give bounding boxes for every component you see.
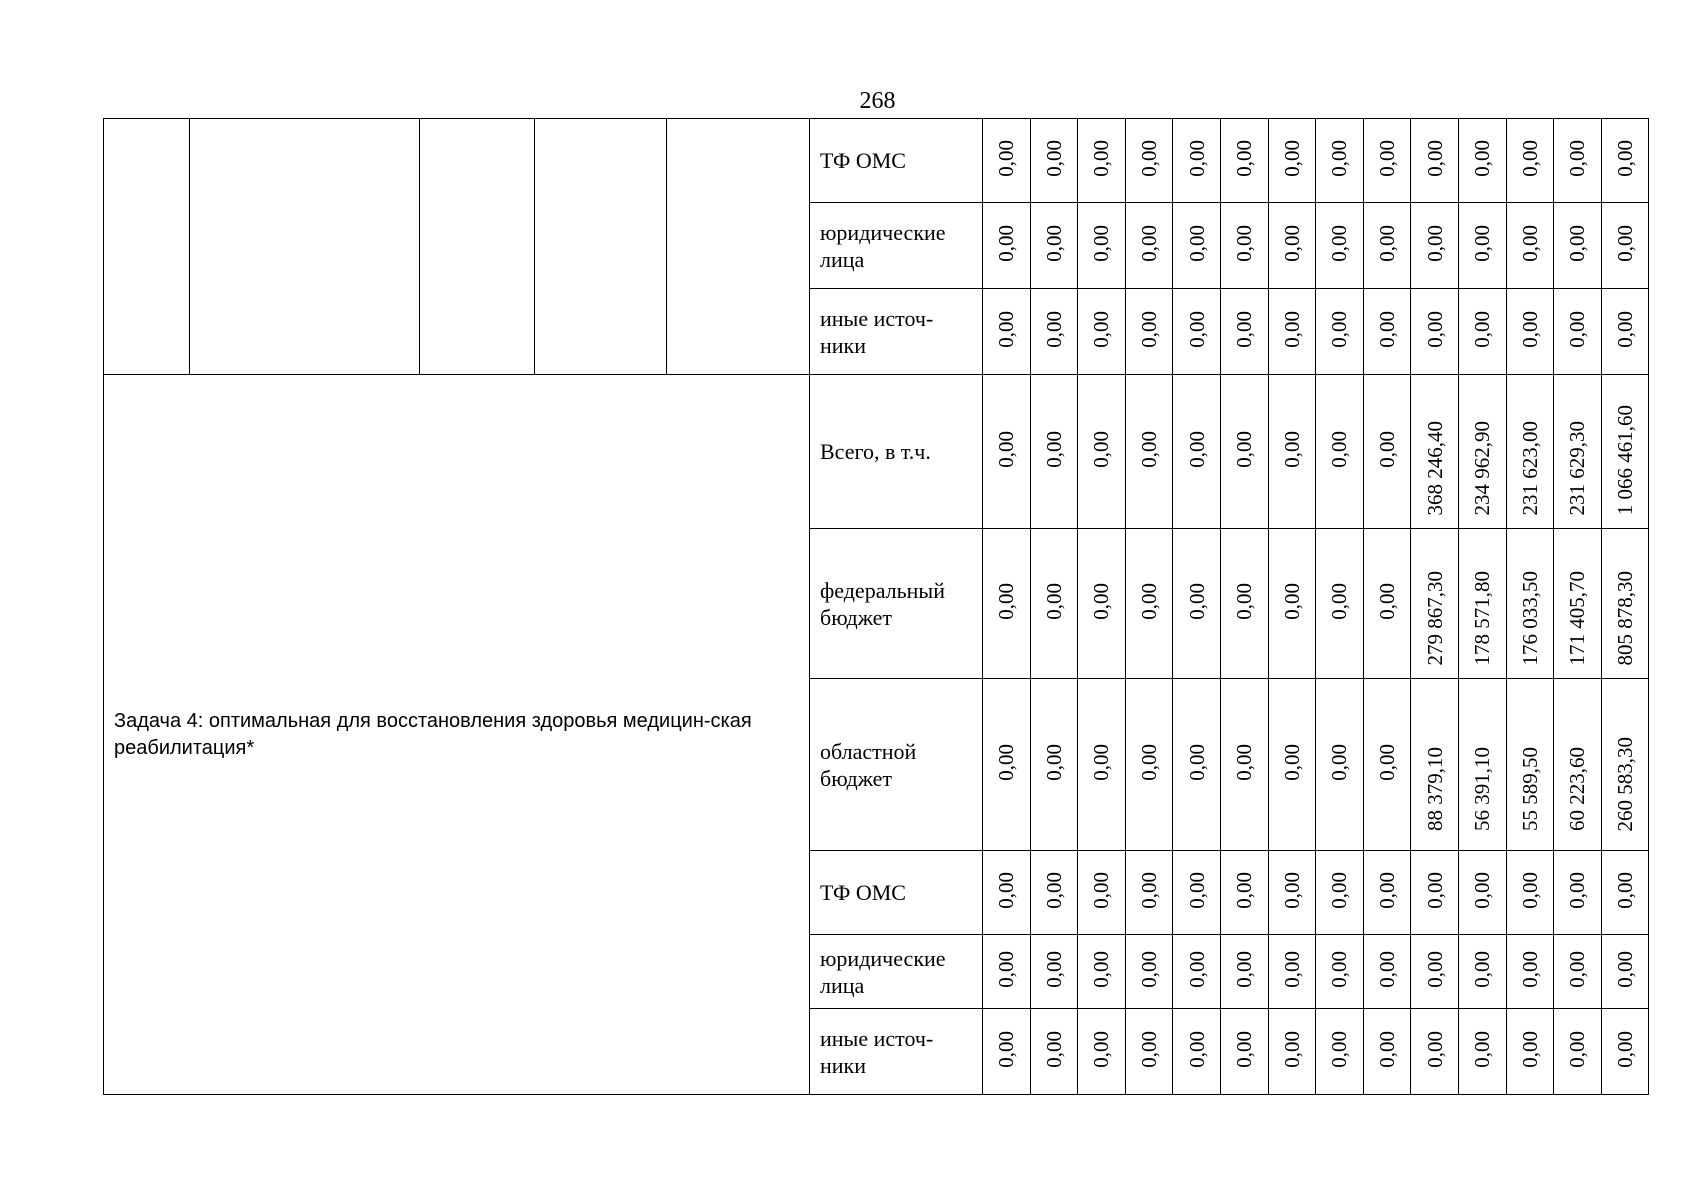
value-cell bbox=[1078, 375, 1126, 529]
value-cell bbox=[1506, 375, 1554, 529]
value-text: 0,00 bbox=[994, 950, 1019, 988]
value-text: 231 623,00 bbox=[1517, 420, 1542, 515]
value-cell bbox=[1506, 203, 1554, 289]
value-text: 0,00 bbox=[1279, 871, 1304, 909]
value-text: 0,00 bbox=[1041, 430, 1066, 468]
value-cell bbox=[1125, 851, 1173, 935]
value-text: 56 391,10 bbox=[1470, 747, 1495, 831]
value-cell bbox=[1363, 679, 1411, 851]
value-text: 0,00 bbox=[1137, 582, 1162, 620]
value-text: 0,00 bbox=[1184, 871, 1209, 909]
value-text: 0,00 bbox=[1613, 871, 1638, 909]
value-text: 0,00 bbox=[1375, 950, 1400, 988]
value-text: 0,00 bbox=[1232, 871, 1257, 909]
value-text: 0,00 bbox=[1089, 950, 1114, 988]
value-cell bbox=[1458, 529, 1506, 679]
value-cell bbox=[1220, 851, 1268, 935]
source-label: Всего, в т.ч. bbox=[810, 375, 983, 529]
budget-table bbox=[103, 118, 1649, 1095]
value-text: 0,00 bbox=[1517, 950, 1542, 988]
page-number: 268 bbox=[859, 88, 896, 114]
value-cell bbox=[1411, 203, 1459, 289]
value-text: 0,00 bbox=[994, 430, 1019, 468]
value-text: 0,00 bbox=[1517, 139, 1542, 177]
value-cell bbox=[1411, 119, 1459, 203]
value-cell bbox=[1601, 851, 1649, 935]
value-cell bbox=[983, 119, 1031, 203]
value-cell bbox=[1554, 1009, 1602, 1095]
value-text: 0,00 bbox=[1565, 224, 1590, 262]
value-cell bbox=[1554, 203, 1602, 289]
value-cell bbox=[1316, 679, 1364, 851]
value-cell bbox=[1268, 851, 1316, 935]
value-text: 0,00 bbox=[994, 871, 1019, 909]
value-text: 0,00 bbox=[1184, 743, 1209, 781]
value-cell bbox=[1506, 851, 1554, 935]
value-text: 0,00 bbox=[1232, 1030, 1257, 1068]
value-text: 0,00 bbox=[1327, 1030, 1352, 1068]
value-cell bbox=[1554, 289, 1602, 375]
value-cell bbox=[1554, 375, 1602, 529]
value-text: 0,00 bbox=[1517, 224, 1542, 262]
value-cell bbox=[1316, 119, 1364, 203]
value-cell bbox=[1030, 203, 1078, 289]
value-cell bbox=[1363, 375, 1411, 529]
value-cell bbox=[1078, 289, 1126, 375]
value-text: 176 033,50 bbox=[1517, 570, 1542, 665]
value-cell bbox=[1458, 1009, 1506, 1095]
value-cell bbox=[1125, 289, 1173, 375]
value-cell bbox=[1601, 1009, 1649, 1095]
value-cell bbox=[1173, 1009, 1221, 1095]
value-text: 0,00 bbox=[1613, 224, 1638, 262]
value-cell bbox=[1220, 1009, 1268, 1095]
value-cell bbox=[1268, 679, 1316, 851]
value-cell bbox=[1220, 203, 1268, 289]
value-text: 0,00 bbox=[1041, 950, 1066, 988]
value-text: 0,00 bbox=[1613, 139, 1638, 177]
value-cell bbox=[1268, 935, 1316, 1009]
value-text: 0,00 bbox=[1137, 1030, 1162, 1068]
value-cell bbox=[1458, 203, 1506, 289]
value-cell bbox=[1554, 679, 1602, 851]
value-text: 178 571,80 bbox=[1470, 570, 1495, 665]
value-text: 0,00 bbox=[1327, 871, 1352, 909]
value-text: 368 246,40 bbox=[1422, 420, 1447, 515]
value-text: 0,00 bbox=[1184, 430, 1209, 468]
value-text: 0,00 bbox=[1279, 430, 1304, 468]
value-cell bbox=[1125, 375, 1173, 529]
source-label: областной бюджет bbox=[810, 679, 983, 851]
value-cell bbox=[1173, 203, 1221, 289]
task-title: Задача 4: оптимальная для восстановления здоровья медицин-ская реабилитация* bbox=[104, 375, 810, 1095]
value-text: 0,00 bbox=[1137, 743, 1162, 781]
value-text: 0,00 bbox=[1232, 139, 1257, 177]
value-cell bbox=[1458, 935, 1506, 1009]
value-cell bbox=[1411, 375, 1459, 529]
value-text: 0,00 bbox=[1565, 871, 1590, 909]
value-text: 234 962,90 bbox=[1470, 420, 1495, 515]
value-text: 0,00 bbox=[1613, 950, 1638, 988]
value-text: 0,00 bbox=[1184, 310, 1209, 348]
value-cell bbox=[983, 289, 1031, 375]
value-cell bbox=[1363, 1009, 1411, 1095]
value-cell bbox=[1458, 679, 1506, 851]
value-text: 0,00 bbox=[1375, 310, 1400, 348]
value-cell bbox=[1506, 529, 1554, 679]
value-text: 0,00 bbox=[1517, 871, 1542, 909]
value-cell bbox=[1078, 935, 1126, 1009]
value-text: 0,00 bbox=[1470, 139, 1495, 177]
value-cell bbox=[1601, 529, 1649, 679]
value-cell bbox=[1030, 289, 1078, 375]
value-cell bbox=[1173, 679, 1221, 851]
value-cell bbox=[1268, 289, 1316, 375]
value-text: 0,00 bbox=[1565, 310, 1590, 348]
value-cell bbox=[1316, 851, 1364, 935]
source-label: юридические лица bbox=[810, 935, 983, 1009]
value-text: 0,00 bbox=[1041, 139, 1066, 177]
value-text: 0,00 bbox=[1613, 310, 1638, 348]
value-cell bbox=[1316, 935, 1364, 1009]
value-cell bbox=[1220, 375, 1268, 529]
value-cell bbox=[983, 679, 1031, 851]
value-text: 0,00 bbox=[1089, 139, 1114, 177]
value-text: 0,00 bbox=[1089, 310, 1114, 348]
value-text: 0,00 bbox=[1565, 139, 1590, 177]
value-cell bbox=[1030, 851, 1078, 935]
value-cell bbox=[1078, 851, 1126, 935]
value-text: 0,00 bbox=[1041, 582, 1066, 620]
empty-cell bbox=[104, 119, 190, 375]
value-text: 0,00 bbox=[1137, 310, 1162, 348]
value-text: 0,00 bbox=[1184, 582, 1209, 620]
value-text: 0,00 bbox=[1422, 310, 1447, 348]
source-label: юридические лица bbox=[810, 203, 983, 289]
value-cell bbox=[983, 935, 1031, 1009]
value-text: 0,00 bbox=[994, 582, 1019, 620]
source-label: ТФ ОМС bbox=[810, 119, 983, 203]
value-cell bbox=[1363, 119, 1411, 203]
value-cell bbox=[1173, 529, 1221, 679]
value-text: 0,00 bbox=[1137, 224, 1162, 262]
value-text: 0,00 bbox=[1089, 871, 1114, 909]
value-text: 0,00 bbox=[1184, 950, 1209, 988]
value-cell bbox=[1268, 119, 1316, 203]
value-cell bbox=[1506, 119, 1554, 203]
value-text: 1 066 461,60 bbox=[1613, 404, 1638, 515]
value-text: 55 589,50 bbox=[1517, 747, 1542, 831]
value-cell bbox=[1411, 529, 1459, 679]
value-text: 171 405,70 bbox=[1565, 570, 1590, 665]
value-cell bbox=[1125, 529, 1173, 679]
value-text: 0,00 bbox=[1232, 743, 1257, 781]
value-cell bbox=[1506, 935, 1554, 1009]
value-cell bbox=[1363, 529, 1411, 679]
value-cell bbox=[1030, 1009, 1078, 1095]
value-text: 0,00 bbox=[1041, 743, 1066, 781]
value-text: 0,00 bbox=[1137, 430, 1162, 468]
value-text: 0,00 bbox=[1279, 582, 1304, 620]
value-text: 0,00 bbox=[1232, 950, 1257, 988]
value-text: 0,00 bbox=[1470, 871, 1495, 909]
empty-cell bbox=[190, 119, 420, 375]
value-cell bbox=[1220, 679, 1268, 851]
value-cell bbox=[1554, 935, 1602, 1009]
value-cell bbox=[1458, 119, 1506, 203]
value-text: 0,00 bbox=[1232, 310, 1257, 348]
value-text: 0,00 bbox=[994, 139, 1019, 177]
value-cell bbox=[1411, 289, 1459, 375]
value-cell bbox=[1601, 203, 1649, 289]
value-cell bbox=[1078, 679, 1126, 851]
value-cell bbox=[1030, 375, 1078, 529]
value-cell bbox=[1506, 289, 1554, 375]
value-cell bbox=[1125, 1009, 1173, 1095]
value-cell bbox=[1506, 1009, 1554, 1095]
value-text: 0,00 bbox=[994, 743, 1019, 781]
value-text: 0,00 bbox=[1041, 310, 1066, 348]
value-cell bbox=[1173, 119, 1221, 203]
value-cell bbox=[1411, 1009, 1459, 1095]
value-cell bbox=[1316, 203, 1364, 289]
value-cell bbox=[983, 375, 1031, 529]
value-cell bbox=[1601, 119, 1649, 203]
source-label: иные источ-ники bbox=[810, 1009, 983, 1095]
value-cell bbox=[1363, 289, 1411, 375]
value-text: 0,00 bbox=[1041, 871, 1066, 909]
value-cell bbox=[1173, 851, 1221, 935]
value-cell bbox=[983, 1009, 1031, 1095]
value-text: 0,00 bbox=[1089, 224, 1114, 262]
value-cell bbox=[1316, 289, 1364, 375]
empty-cell bbox=[535, 119, 667, 375]
value-cell bbox=[1363, 203, 1411, 289]
value-text: 0,00 bbox=[1279, 310, 1304, 348]
value-text: 0,00 bbox=[1041, 1030, 1066, 1068]
value-text: 0,00 bbox=[1089, 430, 1114, 468]
value-text: 0,00 bbox=[1375, 1030, 1400, 1068]
value-text: 0,00 bbox=[1327, 582, 1352, 620]
value-text: 0,00 bbox=[1375, 582, 1400, 620]
value-cell bbox=[1030, 529, 1078, 679]
table-row bbox=[104, 119, 1649, 203]
value-cell bbox=[1601, 289, 1649, 375]
value-text: 0,00 bbox=[994, 310, 1019, 348]
value-cell bbox=[1316, 529, 1364, 679]
value-cell bbox=[1601, 935, 1649, 1009]
value-cell bbox=[1173, 375, 1221, 529]
value-cell bbox=[1220, 935, 1268, 1009]
table-row bbox=[104, 375, 1649, 529]
value-text: 0,00 bbox=[1089, 582, 1114, 620]
value-text: 0,00 bbox=[1232, 582, 1257, 620]
value-text: 0,00 bbox=[1137, 871, 1162, 909]
value-text: 231 629,30 bbox=[1565, 420, 1590, 515]
value-cell bbox=[1316, 1009, 1364, 1095]
value-cell bbox=[1125, 679, 1173, 851]
value-text: 60 223,60 bbox=[1565, 747, 1590, 831]
value-text: 0,00 bbox=[1279, 743, 1304, 781]
value-cell bbox=[1220, 289, 1268, 375]
value-cell bbox=[1078, 119, 1126, 203]
value-text: 0,00 bbox=[1375, 430, 1400, 468]
value-cell bbox=[1268, 375, 1316, 529]
value-cell bbox=[1363, 851, 1411, 935]
value-text: 260 583,30 bbox=[1613, 736, 1638, 831]
value-text: 0,00 bbox=[1041, 224, 1066, 262]
value-text: 279 867,30 bbox=[1422, 570, 1447, 665]
value-cell bbox=[1125, 935, 1173, 1009]
value-cell bbox=[1554, 851, 1602, 935]
value-cell bbox=[1125, 119, 1173, 203]
value-text: 805 878,30 bbox=[1613, 570, 1638, 665]
value-text: 0,00 bbox=[1279, 950, 1304, 988]
value-text: 0,00 bbox=[1517, 1030, 1542, 1068]
value-text: 0,00 bbox=[1422, 871, 1447, 909]
value-cell bbox=[983, 529, 1031, 679]
value-text: 0,00 bbox=[1375, 871, 1400, 909]
value-cell bbox=[1268, 1009, 1316, 1095]
value-cell bbox=[1030, 679, 1078, 851]
value-cell bbox=[1554, 119, 1602, 203]
value-cell bbox=[1411, 851, 1459, 935]
value-cell bbox=[1411, 679, 1459, 851]
empty-cell bbox=[420, 119, 535, 375]
value-text: 0,00 bbox=[1184, 224, 1209, 262]
value-cell bbox=[983, 203, 1031, 289]
value-text: 0,00 bbox=[1470, 310, 1495, 348]
value-text: 0,00 bbox=[1422, 1030, 1447, 1068]
value-text: 0,00 bbox=[1137, 139, 1162, 177]
value-cell bbox=[1078, 203, 1126, 289]
value-text: 88 379,10 bbox=[1422, 747, 1447, 831]
value-cell bbox=[1220, 529, 1268, 679]
value-cell bbox=[1078, 1009, 1126, 1095]
value-text: 0,00 bbox=[1422, 950, 1447, 988]
value-cell bbox=[1458, 289, 1506, 375]
value-cell bbox=[983, 851, 1031, 935]
value-cell bbox=[1554, 529, 1602, 679]
value-cell bbox=[1601, 679, 1649, 851]
value-cell bbox=[1316, 375, 1364, 529]
value-cell bbox=[1363, 935, 1411, 1009]
value-text: 0,00 bbox=[1422, 224, 1447, 262]
value-text: 0,00 bbox=[1375, 743, 1400, 781]
value-cell bbox=[1030, 935, 1078, 1009]
value-text: 0,00 bbox=[1375, 224, 1400, 262]
value-cell bbox=[1078, 529, 1126, 679]
value-text: 0,00 bbox=[1517, 310, 1542, 348]
value-cell bbox=[1220, 119, 1268, 203]
value-text: 0,00 bbox=[1089, 743, 1114, 781]
value-text: 0,00 bbox=[1184, 1030, 1209, 1068]
value-text: 0,00 bbox=[994, 1030, 1019, 1068]
value-cell bbox=[1268, 529, 1316, 679]
value-text: 0,00 bbox=[1327, 430, 1352, 468]
value-text: 0,00 bbox=[1327, 743, 1352, 781]
value-text: 0,00 bbox=[1232, 224, 1257, 262]
value-text: 0,00 bbox=[1565, 950, 1590, 988]
value-text: 0,00 bbox=[1089, 1030, 1114, 1068]
value-text: 0,00 bbox=[1279, 139, 1304, 177]
value-text: 0,00 bbox=[1184, 139, 1209, 177]
source-label: иные источ-ники bbox=[810, 289, 983, 375]
value-text: 0,00 bbox=[1470, 224, 1495, 262]
value-cell bbox=[1411, 935, 1459, 1009]
value-text: 0,00 bbox=[1470, 1030, 1495, 1068]
value-text: 0,00 bbox=[1279, 224, 1304, 262]
value-text: 0,00 bbox=[1232, 430, 1257, 468]
value-cell bbox=[1125, 203, 1173, 289]
value-text: 0,00 bbox=[1327, 310, 1352, 348]
source-label: федеральный бюджет bbox=[810, 529, 983, 679]
value-cell bbox=[1506, 679, 1554, 851]
value-text: 0,00 bbox=[1565, 1030, 1590, 1068]
value-text: 0,00 bbox=[994, 224, 1019, 262]
value-cell bbox=[1173, 289, 1221, 375]
value-cell bbox=[1458, 851, 1506, 935]
value-cell bbox=[1268, 203, 1316, 289]
value-cell bbox=[1458, 375, 1506, 529]
value-text: 0,00 bbox=[1137, 950, 1162, 988]
value-text: 0,00 bbox=[1327, 224, 1352, 262]
value-text: 0,00 bbox=[1279, 1030, 1304, 1068]
source-label: ТФ ОМС bbox=[810, 851, 983, 935]
value-text: 0,00 bbox=[1422, 139, 1447, 177]
value-cell bbox=[1173, 935, 1221, 1009]
value-text: 0,00 bbox=[1375, 139, 1400, 177]
value-cell bbox=[1601, 375, 1649, 529]
empty-cell bbox=[667, 119, 810, 375]
value-text: 0,00 bbox=[1613, 1030, 1638, 1068]
value-text: 0,00 bbox=[1327, 950, 1352, 988]
value-text: 0,00 bbox=[1470, 950, 1495, 988]
value-cell bbox=[1030, 119, 1078, 203]
value-text: 0,00 bbox=[1327, 139, 1352, 177]
